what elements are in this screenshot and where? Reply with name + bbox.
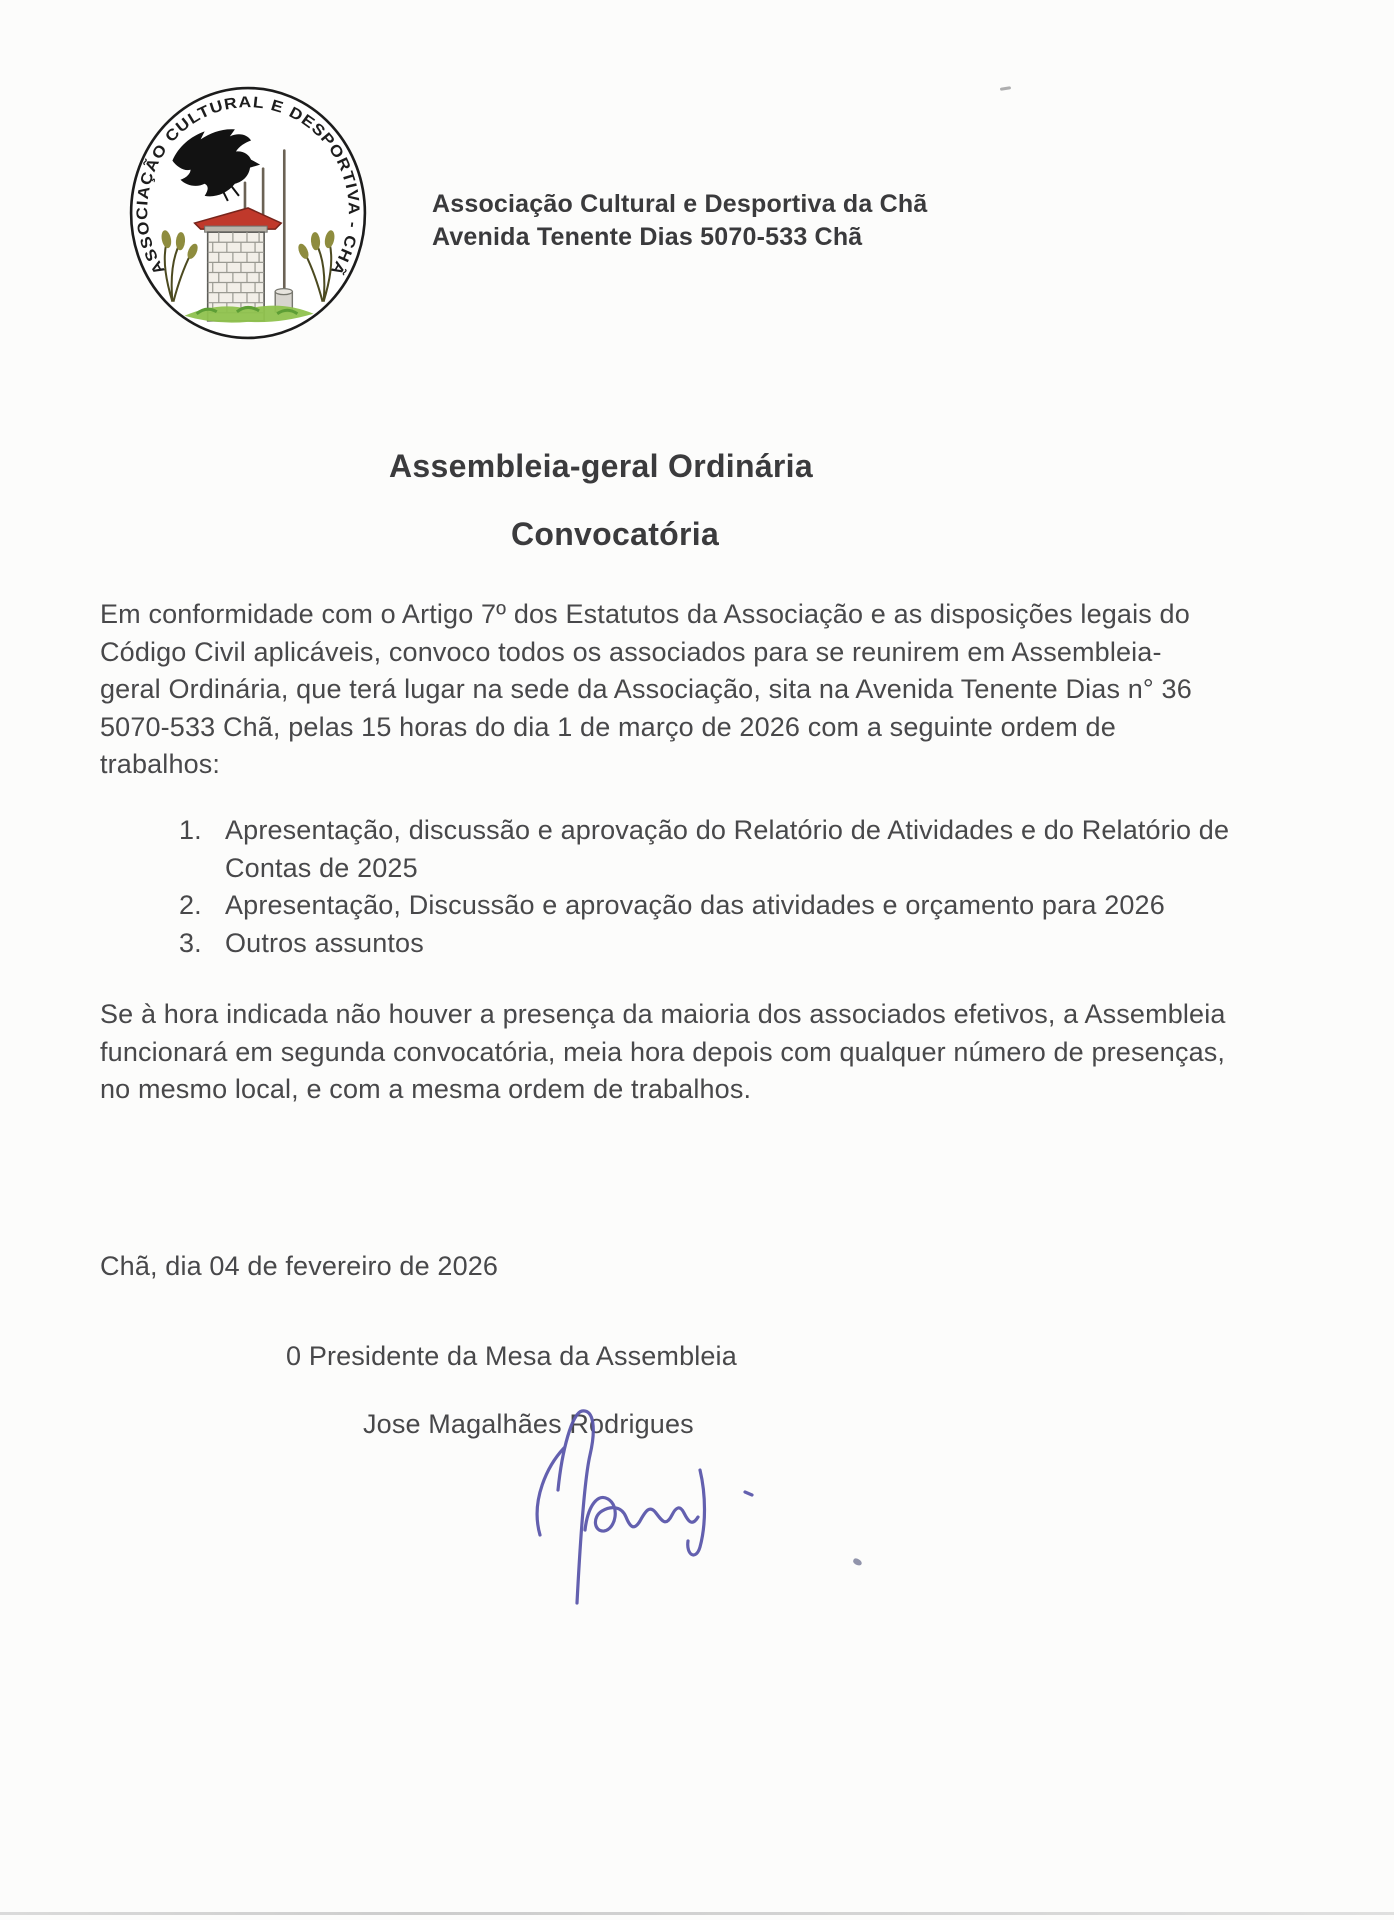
agenda-text: Apresentação, discussão e aprovação do Relatório de Atividades e do Relatório de Contas de 2025 — [225, 815, 1230, 883]
title-block — [0, 448, 1202, 553]
signer-role-line: 0 Presidente da Mesa da Assembleia — [286, 1341, 737, 1371]
second-call-line: funcionará em segunda convocatória, meia hora depois com qualquer número de presenças, — [100, 1036, 1226, 1067]
document-title: Assembleia-geral Ordinária — [389, 448, 813, 484]
second-call-paragraph — [100, 996, 1340, 1109]
document-subtitle: Convocatória — [510, 516, 720, 552]
intro-line: Em conformidade com o Artigo 7º dos Estatutos da Associação e as disposições legais do — [100, 599, 1190, 629]
agenda-text: Outros assuntos — [225, 927, 424, 958]
agenda-text: Apresentação, Discussão e aprovação das atividades e orçamento para 2026 — [225, 890, 1165, 920]
agenda-item — [179, 925, 1279, 963]
agenda-number: 2. — [179, 890, 202, 920]
intro-line: 5070-533 Chã, pelas 15 horas do dia 1 de março de 2026 com a seguinte ordem de — [100, 711, 1116, 742]
date-line: Chã, dia 04 de fevereiro de 2026 — [100, 1251, 499, 1281]
scan-mark — [852, 1557, 863, 1566]
intro-line: trabalhos: — [100, 749, 221, 779]
agenda-item — [179, 812, 1279, 887]
club-emblem-logo — [126, 84, 370, 342]
letterhead — [432, 188, 927, 254]
second-call-line: no mesmo local, e com a mesma ordem de trabalhos. — [100, 1074, 752, 1104]
agenda-list — [179, 812, 1279, 962]
scan-edge-shadow — [0, 1912, 1394, 1915]
handwritten-signature — [510, 1405, 760, 1615]
agenda-number: 1. — [179, 815, 202, 845]
intro-line: geral Ordinária, que terá lugar na sede da Associação, sita na Avenida Tenente Dias n° 36 — [100, 674, 1192, 704]
intro-paragraph — [100, 596, 1340, 784]
org-name: Associação Cultural e Desportiva da Chã — [432, 190, 928, 218]
intro-line: Código Civil aplicáveis, convoco todos os associados para se reunirem em Assembleia- — [100, 636, 1162, 667]
org-address: Avenida Tenente Dias 5070-533 Chã — [432, 223, 863, 251]
club-emblem-graphic — [126, 84, 370, 342]
second-call-line: Se à hora indicada não houver a presença da maioria dos associados efetivos, a Assembleia — [100, 999, 1226, 1029]
scan-mark — [1000, 86, 1011, 91]
emblem-ring-text: ASSOCIAÇÃO CULTURAL E DESPORTIVA - CHÃ — [134, 94, 362, 278]
agenda-item — [179, 887, 1279, 925]
signer-name-line: Jose Magalhães Rodrigues — [363, 1409, 694, 1439]
agenda-number: 3. — [179, 927, 202, 958]
